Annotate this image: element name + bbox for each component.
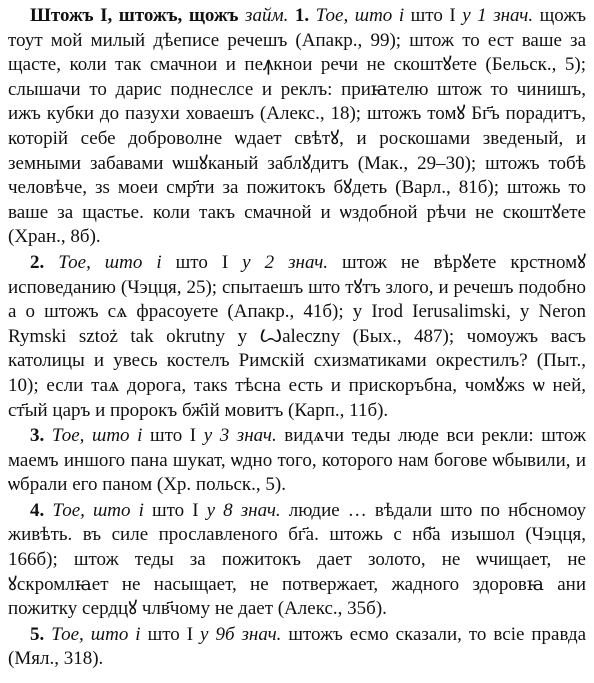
sense-gloss: што I <box>410 5 456 26</box>
sense-citations: видѧчи теды люде вси рекли: штож маемъ иншого пана шукат, ѡдно того, которого нам богове ѡбывили, и ѡбрали его паном (Хр. польск., 5). <box>8 425 587 496</box>
sense-number: 3. <box>30 425 45 447</box>
sense-reference: у 3 знач. <box>203 425 277 447</box>
sense-meaning: Тое, што і <box>52 499 144 521</box>
sense-citations: людие … вѣдали што по нбсномоу живѣть. въ силе прославленого бг҃а. штожь с нб҃а изышол (Чэцця, 166б); штож теды за пожитокъ дает золото, не ѡчищает, не ꙋскромлꙗет не насыщает, не потвержает, жадного здоровꙗ ани пожитку сердцꙋ члв҃чому не дает (Алекс., 35б). <box>8 499 587 620</box>
entry-sense-5 <box>8 623 586 672</box>
sense-citations: щожъ тоут мой милый дѣеписе речешъ (Апакр., 99); штож то ест ваше за щасте, коли так смачнои и пеꙟкнои речи не скоштꙋете (Бельск., 5); слышачи то дарис поднеслсе и реклъ: приꙗтелю штож то чинишъ, ижъ кубки до пазухи ховаешъ (Алекс., 18); штожъ томꙋ Бг҃ъ порадитъ, которій себе доброволне ѡдает свѣтꙋ, и роскошами зведеный, и земными забавами ѡшꙋканый заблꙋдитъ (Мак., 29–30); штожъ тобѣ человѣче, зѕ моеи смр҃ти за пожитокъ бꙋдеть (Варл., 81б); штожь то ваше за щастье. коли такъ смачной и ѡздобной рѣчи не скоштꙋете (Хран., 8б). <box>8 5 587 248</box>
sense-reference: у 8 знач. <box>206 499 281 521</box>
sense-citations: штожъ есмо сказали, то всіе правда (Мял., 318). <box>8 623 587 670</box>
entry-sense-1 <box>8 4 586 250</box>
entry-headword: Штожъ I, штожъ, щожъ <box>30 5 239 26</box>
sense-number: 5. <box>30 623 45 645</box>
part-of-speech: займ. <box>245 5 289 26</box>
entry-sense-4 <box>8 499 586 622</box>
sense-reference: у 1 знач. <box>462 5 534 26</box>
sense-gloss: што I <box>150 425 197 447</box>
sense-gloss: што I <box>151 499 199 521</box>
sense-meaning: Тое, што і <box>51 425 143 447</box>
sense-meaning: Тое, што і <box>58 251 162 273</box>
entry-sense-2 <box>8 251 586 423</box>
sense-meaning: Тое, што і <box>315 5 405 26</box>
sense-gloss: што I <box>175 251 229 273</box>
sense-number: 2. <box>30 251 45 273</box>
sense-number: 4. <box>30 499 45 521</box>
sense-number: 1. <box>294 5 310 26</box>
sense-gloss: што I <box>147 623 194 645</box>
sense-meaning: Тое, што і <box>51 623 141 645</box>
sense-citations: штож не вѣрꙋете крстномꙋ исповеданию (Чэцця, 25); спытаешъ што тꙋтъ злого, и речешъ подобно а о штожъ сѧ фрасоуете (Апакр., 41б); у Irod Ierusalimski, у Neron Rymski sztoż tak okrutny y Ꙍaleczny (Бых., 487); чомоужъ васъ католицы и увесь костелъ Римскій схизматиками окрестилъ? (Пыт., 10); если таѧ дорога, такѕ тѣсна есть и прискоръбна, чомꙋжѕ ѡ ней, ст҃ый царъ и пророкъ бж҃ій мовитъ (Карп., 11б). <box>8 251 587 421</box>
sense-reference: у 2 знач. <box>242 251 329 273</box>
entry-sense-3 <box>8 424 586 498</box>
sense-reference: у 9б знач. <box>200 623 282 645</box>
